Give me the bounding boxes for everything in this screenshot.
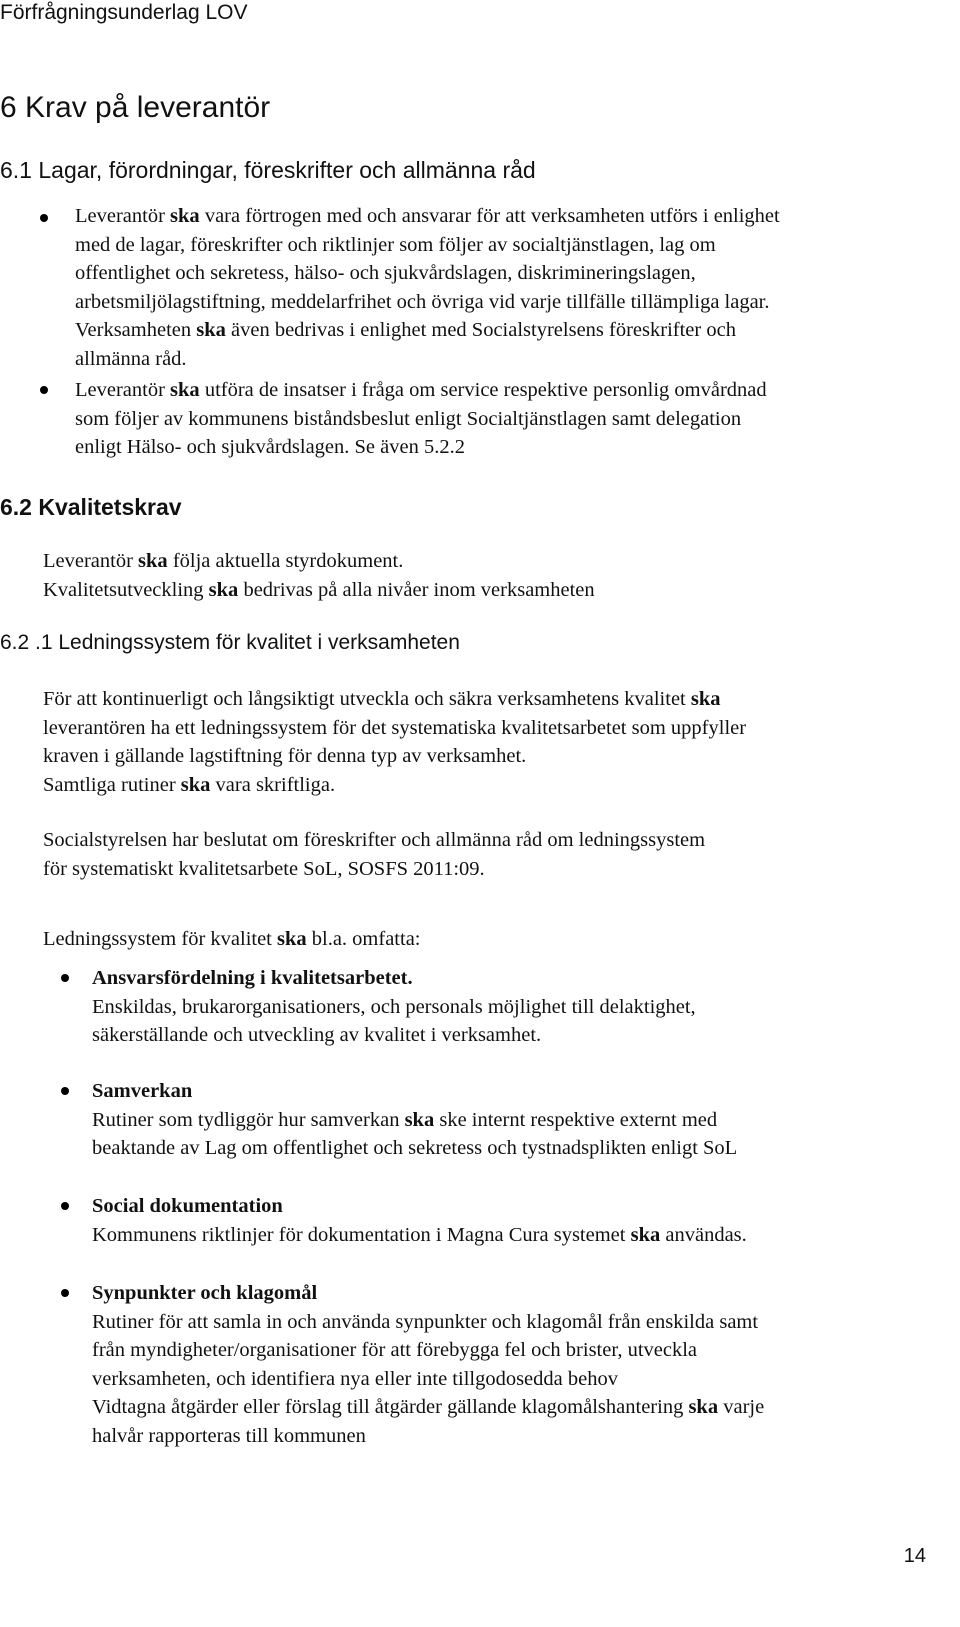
text-segment: För att kontinuerligt och långsiktigt utveckla och säkra verksamhetens kvalitet <box>43 688 691 710</box>
text-line <box>43 547 923 576</box>
page-number: 14 <box>903 1545 926 1567</box>
emphasis-text: ska <box>196 319 226 341</box>
emphasis-text: ska <box>170 379 200 401</box>
text-segment: Kvalitetsutveckling <box>43 578 209 601</box>
text-segment: som följer av kommunens biståndsbeslut enligt Socialtjänstlagen samt delegation <box>75 407 742 430</box>
text-segment: bedrivas på alla nivåer inom verksamheten <box>238 578 595 601</box>
text-segment: Vidtagna åtgärder eller förslag till åtgärder gällande klagomålshantering <box>92 1396 689 1418</box>
text-segment: leverantören ha ett ledningssystem för det systematiska kvalitetsarbetet som uppfyller <box>43 716 747 739</box>
text-segment: varje <box>718 1396 765 1418</box>
bullet-icon <box>61 974 69 982</box>
emphasis-text: ska <box>277 928 307 950</box>
text-segment: Leverantör <box>43 550 139 572</box>
bullet-text <box>92 1077 932 1163</box>
text-segment: utföra de insatser i fråga om service respektive personlig omvårdnad <box>199 379 767 401</box>
bullet-text <box>75 202 935 373</box>
text-segment: vara förtrogen med och ansvarar för att verksamheten utförs i enlighet <box>199 205 780 227</box>
text-segment: Kommunens riktlinjer för dokumentation i Magna Cura systemet <box>92 1223 631 1246</box>
text-segment: Enskildas, brukarorganisationers, och personals möjlighet till delaktighet, <box>92 995 696 1018</box>
text-segment: enligt Hälso- och sjukvårdslagen. Se även 5.2.2 <box>75 436 465 458</box>
text-line <box>43 742 933 771</box>
text-line <box>75 288 935 317</box>
emphasis-text: ska <box>170 205 200 227</box>
text-line <box>75 259 935 288</box>
bullet-icon <box>61 1087 69 1095</box>
bullet-icon <box>61 1289 69 1297</box>
bullet-icon <box>40 214 48 222</box>
paragraph <box>43 826 933 883</box>
text-segment: arbetsmiljölagstiftning, meddelarfrihet och övriga vid varje tillfälle tillämpliga lagar. <box>75 290 770 313</box>
bullet-text <box>92 964 932 1050</box>
text-segment: allmänna råd. <box>75 347 187 370</box>
text-line <box>92 1393 932 1422</box>
text-line <box>43 925 933 954</box>
text-line <box>43 714 933 743</box>
bullet-text <box>92 1279 932 1450</box>
text-line <box>92 1106 932 1135</box>
paragraph <box>43 685 933 799</box>
text-line <box>43 826 933 855</box>
bullet-text <box>92 1192 932 1249</box>
text-segment: även bedrivas i enlighet med Socialstyrelsens föreskrifter och <box>225 319 736 341</box>
text-segment: Verksamheten <box>75 319 197 341</box>
text-line <box>43 576 923 605</box>
emphasis-text: ska <box>208 578 239 601</box>
text-line <box>75 231 935 260</box>
emphasis-text: ska <box>690 688 721 710</box>
text-line <box>92 1308 932 1337</box>
text-line <box>43 771 933 800</box>
bullet-icon <box>61 1202 69 1210</box>
text-segment: offentlighet och sekretess, hälso- och sjukvårdslagen, diskrimineringslagen, <box>75 262 696 284</box>
emphasis-text: ska <box>138 550 168 572</box>
text-segment: användas. <box>660 1223 747 1246</box>
item-title: Social dokumentation <box>92 1195 283 1217</box>
text-line <box>92 1021 932 1050</box>
text-segment: Samtliga rutiner <box>43 773 181 796</box>
text-line <box>75 202 935 231</box>
item-title: Ansvarsfördelning i kvalitetsarbetet. <box>92 967 413 989</box>
text-line <box>92 1336 932 1365</box>
text-segment: med de lagar, föreskrifter och riktlinjer som följer av socialtjänstlagen, lag om <box>75 233 716 256</box>
text-line <box>92 1134 932 1163</box>
text-line <box>75 405 935 434</box>
text-segment: säkerställande och utveckling av kvalitet i verksamhet. <box>92 1024 542 1046</box>
text-segment: Rutiner för att samla in och använda synpunkter och klagomål från enskilda samt <box>92 1310 759 1333</box>
text-segment: kraven i gällande lagstiftning för denna typ av verksamhet. <box>43 745 527 767</box>
bullet-icon <box>40 386 48 394</box>
text-line <box>43 855 933 884</box>
text-segment: verksamheten, och identifiera nya eller inte tillgodosedda behov <box>92 1367 618 1390</box>
text-segment: Leverantör <box>75 205 171 227</box>
text-line <box>75 345 935 374</box>
text-segment: Leverantör <box>75 379 171 401</box>
text-segment: halvår rapporteras till kommunen <box>92 1424 366 1447</box>
text-line <box>92 1422 932 1451</box>
quality-requirements-text <box>43 547 923 604</box>
section-heading-6-2-1: 6.2 .1 Ledningssystem för kvalitet i verksamheten <box>0 631 460 654</box>
item-title: Synpunkter och klagomål <box>92 1282 318 1304</box>
section-heading-6-1: 6.1 Lagar, förordningar, föreskrifter och allmänna råd <box>0 157 536 183</box>
text-segment: vara skriftliga. <box>210 773 336 796</box>
text-line <box>92 993 932 1022</box>
text-segment: ske internt respektive externt med <box>434 1108 718 1131</box>
emphasis-text: ska <box>404 1108 435 1131</box>
text-line <box>75 376 935 405</box>
text-segment: Ledningssystem för kvalitet <box>43 928 277 950</box>
text-line <box>92 1365 932 1394</box>
paragraph <box>43 925 933 954</box>
emphasis-text: ska <box>688 1396 719 1418</box>
emphasis-text: ska <box>630 1223 661 1246</box>
text-segment: bl.a. omfatta: <box>306 928 421 950</box>
text-line <box>75 316 935 345</box>
text-segment: för systematiskt kvalitetsarbete SoL, SOSFS 2011:09. <box>43 857 485 880</box>
item-title: Samverkan <box>92 1080 193 1102</box>
document-header: Förfrågningsunderlag LOV <box>0 1 248 24</box>
chapter-heading: 6 Krav på leverantör <box>0 91 271 124</box>
bullet-text <box>75 376 935 462</box>
text-line <box>43 685 933 714</box>
text-line <box>75 433 935 462</box>
text-line <box>92 1221 932 1250</box>
text-segment: beaktande av Lag om offentlighet och sekretess och tystnadsplikten enligt SoL <box>92 1137 738 1159</box>
section-heading-6-2: 6.2 Kvalitetskrav <box>0 494 182 520</box>
text-segment: från myndigheter/organisationer för att förebygga fel och brister, utveckla <box>92 1339 698 1361</box>
text-segment: Socialstyrelsen har beslutat om föreskrifter och allmänna råd om ledningssystem <box>43 829 706 851</box>
emphasis-text: ska <box>180 773 211 796</box>
text-segment: Rutiner som tydliggör hur samverkan <box>92 1108 405 1131</box>
text-segment: följa aktuella styrdokument. <box>167 550 404 572</box>
